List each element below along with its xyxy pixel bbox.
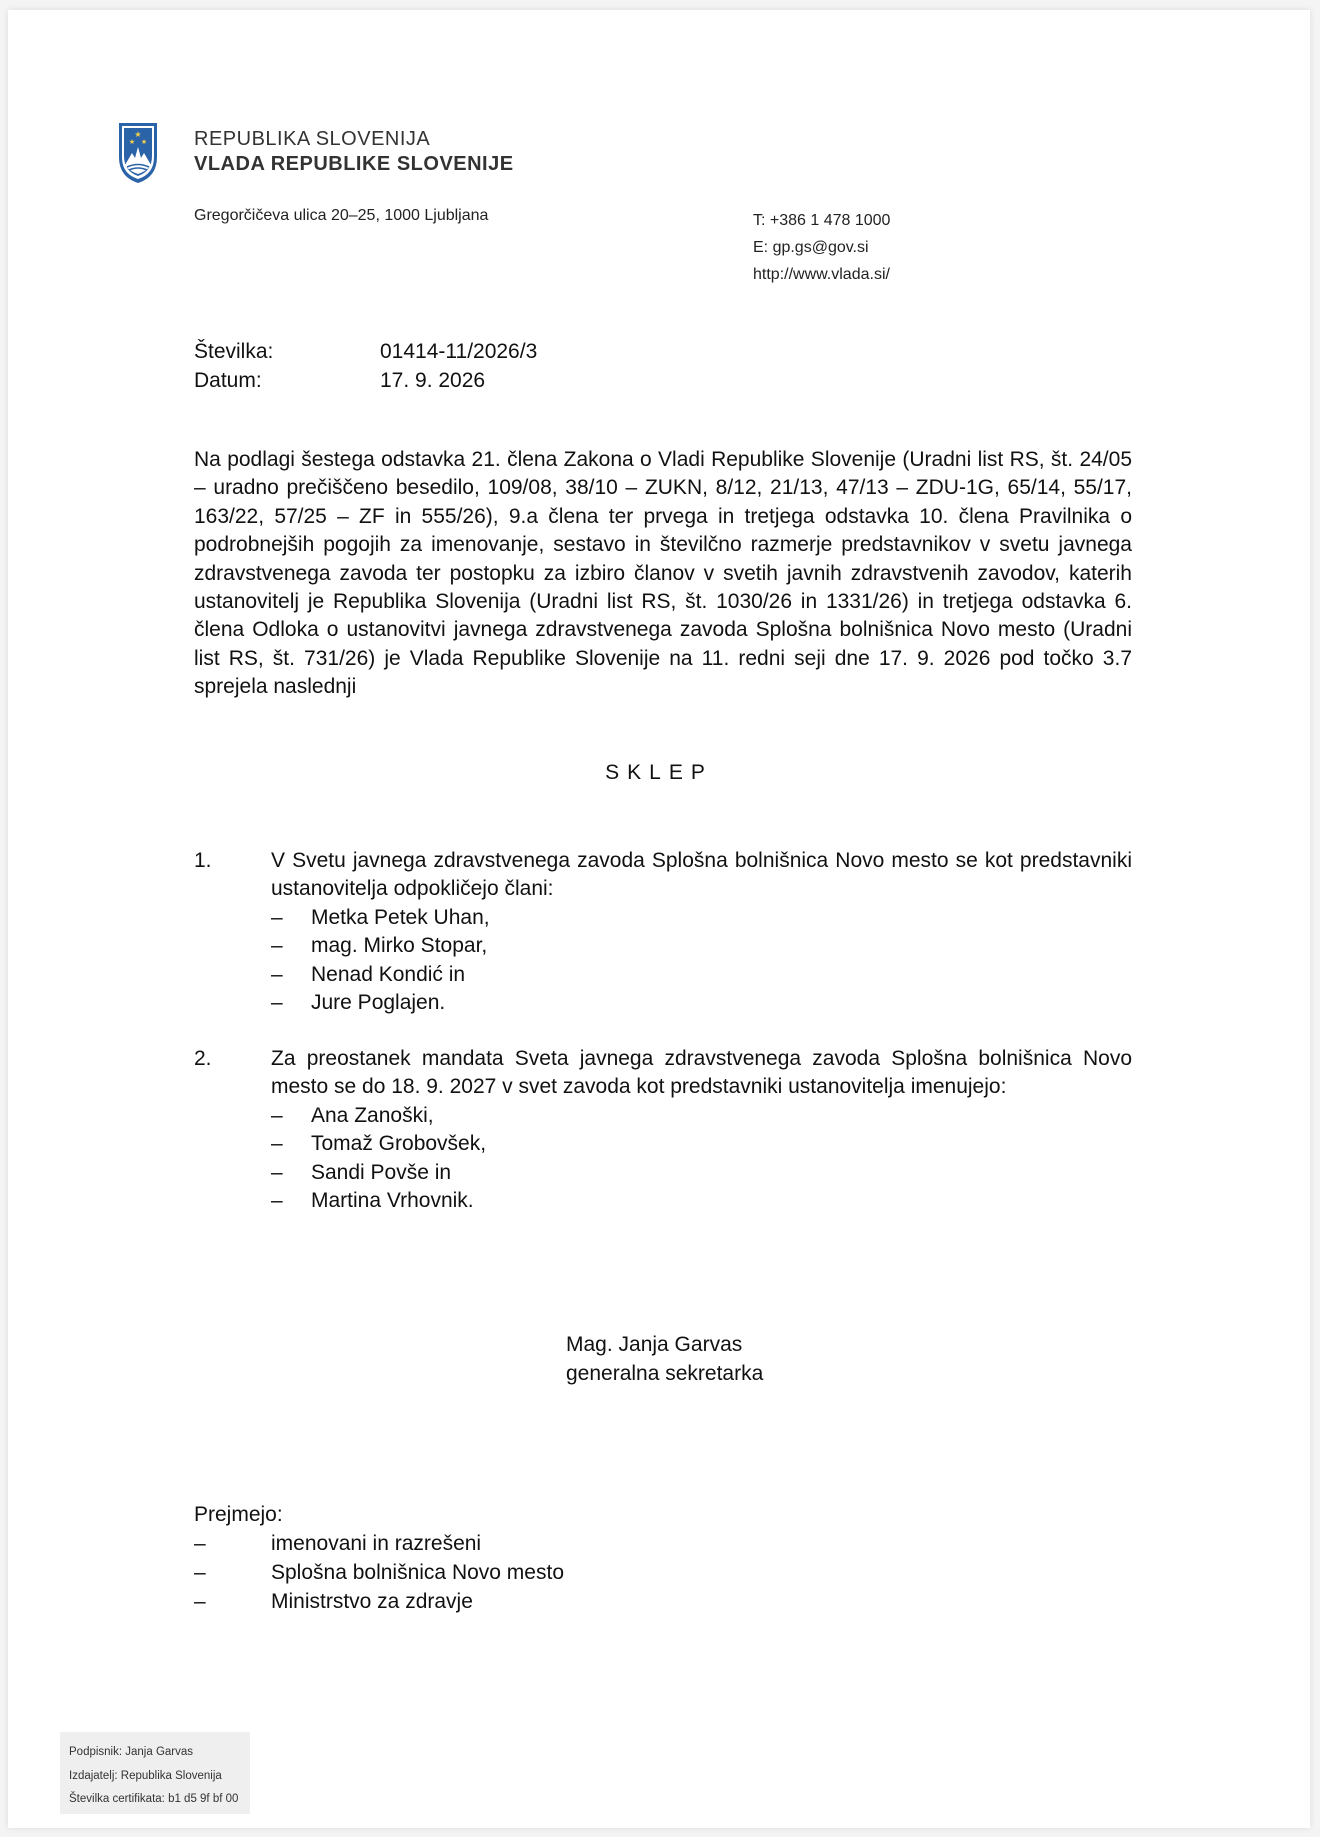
dash-bullet: – — [271, 905, 283, 929]
website-url: http://www.vlada.si/ — [753, 266, 890, 283]
document-number: 01414-11/2026/3 — [380, 340, 538, 363]
list-item: – imenovani in razrešeni — [194, 1529, 564, 1558]
stamp-signer: Podpisnik: Janja Garvas — [69, 1746, 194, 1758]
list-item: – Metka Petek Uhan, — [271, 904, 1132, 932]
stamp-certificate: Številka certifikata: b1 d5 9f bf 00 — [69, 1793, 239, 1805]
office-address: Gregorčičeva ulica 20–25, 1000 Ljubljana — [194, 207, 489, 224]
document-meta — [194, 337, 537, 395]
list-item: – Splošna bolnišnica Novo mesto — [194, 1558, 564, 1587]
email-address: E: gp.gs@gov.si — [753, 239, 869, 256]
item-text: Za preostanek mandata Sveta javnega zdravstvenega zavoda Splošna bolnišnica Novo mesto se do 18. 9. 2027 v svet zavoda kot predstavniki ustanovitelja imenujejo: — [271, 1047, 1132, 1099]
names-list — [271, 1102, 1132, 1216]
item-text: V Svetu javnega zdravstvenega zavoda Splošna bolnišnica Novo mesto se kot predstavniki ustanovitelja odpokličejo člani: — [271, 849, 1132, 901]
date-label: Datum: — [194, 369, 262, 392]
signature-block — [566, 1330, 763, 1388]
government-name: VLADA REPUBLIKE SLOVENIJE — [194, 153, 514, 175]
digital-signature-stamp — [60, 1732, 250, 1814]
dash-bullet: – — [271, 1189, 283, 1213]
list-item: – Martina Vrhovnik. — [271, 1187, 1132, 1215]
list-item: – Jure Poglajen. — [271, 989, 1132, 1017]
dash-bullet: – — [271, 1132, 283, 1156]
dash-bullet: – — [271, 962, 283, 986]
names-list — [271, 904, 1132, 1018]
dash-bullet: – — [271, 934, 283, 958]
recipients-block — [194, 1500, 564, 1616]
preamble-paragraph: Na podlagi šestega odstavka 21. člena Zakona o Vladi Republike Slovenije (Uradni list RS, št. 24/05 – uradno prečiščeno besedilo, 109/08, 38/10 – ZUKN, 8/12, 21/13, 47/13 – ZDU-1G, 65/14, 55/17, 163/22, 57/25 – ZF in 555/26), 9.a člena ter prvega in tretjega odstavka 10. člena Pravilnika o podrobnejših pogojih za imenovanje, sestavo in številčno razmerje predstavnikov v svetu javnega zdravstvenega zavoda ter postopku za izbiro članov v svetih javnih zdravstvenih zavodov, katerih ustanovitelj je Republika Slovenija (Uradni list RS, št. 1030/26 in 1331/26) in tretjega odstavka 6. člena Odloka o ustanovitvi javnega zdravstvenega zavoda Splošna bolnišnica Novo mesto (Uradni list RS, št. 731/26) je Vlada Republike Slovenije na 11. redni seji dne 17. 9. 2026 pod točko 3.7 sprejela naslednji — [194, 448, 1132, 699]
contact-block — [753, 207, 890, 288]
resolution-title: SKLEP — [605, 761, 713, 784]
recipients-list — [194, 1529, 564, 1616]
signer-title: generalna sekretarka — [566, 1362, 764, 1385]
dash-bullet: – — [194, 1561, 206, 1584]
recipients-label: Prejmejo: — [194, 1503, 283, 1526]
dash-bullet: – — [271, 1160, 283, 1184]
document-date: 17. 9. 2026 — [380, 369, 486, 392]
item-number: 1. — [194, 849, 212, 872]
document-page — [8, 10, 1310, 1828]
list-item: – Tomaž Grobovšek, — [271, 1130, 1132, 1158]
dash-bullet: – — [271, 1103, 283, 1127]
item-number: 2. — [194, 1047, 212, 1070]
svg-text:★: ★ — [140, 138, 148, 146]
dash-bullet: – — [194, 1532, 206, 1555]
stamp-issuer: Izdajatelj: Republika Slovenija — [69, 1770, 222, 1782]
phone-number: T: +386 1 478 1000 — [753, 212, 891, 229]
slovenia-coat-of-arms-icon — [113, 121, 163, 185]
dash-bullet: – — [194, 1590, 206, 1613]
list-item: – mag. Mirko Stopar, — [271, 932, 1132, 960]
list-item: – Ana Zanoški, — [271, 1102, 1132, 1130]
list-item: – Sandi Povše in — [271, 1159, 1132, 1187]
number-label: Številka: — [194, 340, 274, 363]
svg-text:★: ★ — [128, 138, 136, 146]
signer-name: Mag. Janja Garvas — [566, 1333, 743, 1356]
list-item: – Nenad Kondić in — [271, 961, 1132, 989]
country-name: REPUBLIKA SLOVENIJA — [194, 128, 431, 150]
svg-text:★: ★ — [134, 130, 142, 139]
list-item: – Ministrstvo za zdravje — [194, 1587, 564, 1616]
dash-bullet: – — [271, 991, 283, 1015]
